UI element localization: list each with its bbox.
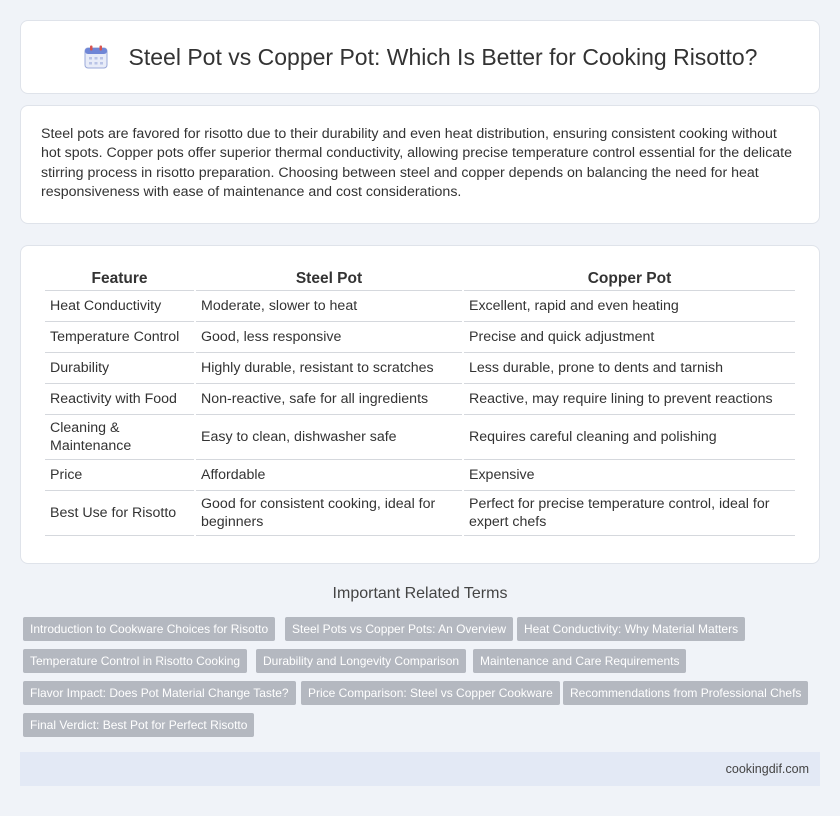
header-copper-pot: Copper Pot [464, 266, 795, 291]
feature-cell: Temperature Control [45, 322, 194, 353]
related-term-tag[interactable]: Durability and Longevity Comparison [256, 649, 466, 673]
steel-cell: Moderate, slower to heat [196, 291, 462, 322]
feature-cell: Best Use for Risotto [45, 491, 194, 536]
related-term-tag[interactable]: Recommendations from Professional Chefs [563, 681, 808, 705]
calendar-icon [83, 44, 109, 70]
related-term-tag[interactable]: Maintenance and Care Requirements [473, 649, 686, 673]
related-terms-title: Important Related Terms [332, 585, 508, 602]
steel-cell: Non-reactive, safe for all ingredients [196, 384, 462, 415]
steel-cell: Easy to clean, dishwasher safe [196, 415, 462, 460]
copper-cell: Less durable, prone to dents and tarnish [464, 353, 795, 384]
steel-cell: Good for consistent cooking, ideal for beginners [196, 491, 462, 536]
footer-site: cookingdif.com [725, 762, 809, 776]
related-term-tag[interactable]: Heat Conductivity: Why Material Matters [517, 617, 745, 641]
feature-cell: Heat Conductivity [45, 291, 194, 322]
feature-cell: Reactivity with Food [45, 384, 194, 415]
related-term-tag[interactable]: Introduction to Cookware Choices for Risotto [23, 617, 275, 641]
table-row [45, 291, 795, 322]
comparison-card [20, 245, 820, 564]
header-card [20, 20, 820, 94]
table-row [45, 322, 795, 353]
related-term-tag[interactable]: Final Verdict: Best Pot for Perfect Risotto [23, 713, 254, 737]
table-row [45, 491, 795, 536]
page-title: Steel Pot vs Copper Pot: Which Is Better for Cooking Risotto? [128, 43, 758, 70]
steel-cell: Affordable [196, 460, 462, 491]
intro-card [20, 105, 820, 224]
header-feature: Feature [45, 266, 194, 291]
feature-cell: Cleaning & Maintenance [45, 415, 194, 460]
intro-text: Steel pots are favored for risotto due to their durability and even heat distribution, ensuring consistent cooking without hot spots. Copper pots offer superior thermal conductivity, allowing precise temperature control essential for the delicate stirring process in risotto preparation. Choosing between steel and copper depends on balancing the need for heat responsiveness with ease of maintenance and cost considerations. [41, 126, 793, 201]
table-row [45, 384, 795, 415]
comparison-table [43, 266, 797, 536]
feature-cell: Durability [45, 353, 194, 384]
feature-cell: Price [45, 460, 194, 491]
copper-cell: Precise and quick adjustment [464, 322, 795, 353]
related-term-tag[interactable]: Price Comparison: Steel vs Copper Cookware [301, 681, 560, 705]
table-row [45, 353, 795, 384]
table-row [45, 460, 795, 491]
copper-cell: Expensive [464, 460, 795, 491]
footer [20, 752, 820, 786]
related-term-tag[interactable]: Temperature Control in Risotto Cooking [23, 649, 247, 673]
related-term-tag[interactable]: Flavor Impact: Does Pot Material Change Taste? [23, 681, 296, 705]
steel-cell: Highly durable, resistant to scratches [196, 353, 462, 384]
table-row [45, 415, 795, 460]
related-term-tag[interactable]: Steel Pots vs Copper Pots: An Overview [285, 617, 513, 641]
copper-cell: Requires careful cleaning and polishing [464, 415, 795, 460]
copper-cell: Perfect for precise temperature control, ideal for expert chefs [464, 491, 795, 536]
steel-cell: Good, less responsive [196, 322, 462, 353]
copper-cell: Reactive, may require lining to prevent reactions [464, 384, 795, 415]
header-steel-pot: Steel Pot [196, 266, 462, 291]
copper-cell: Excellent, rapid and even heating [464, 291, 795, 322]
